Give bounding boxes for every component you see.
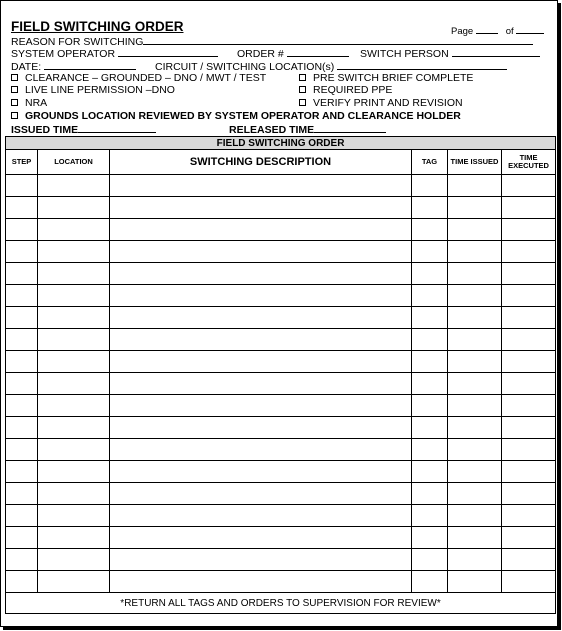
date-row	[11, 59, 136, 73]
location-cell[interactable]	[38, 527, 110, 549]
description-cell[interactable]	[110, 197, 412, 219]
tag-cell[interactable]	[412, 571, 448, 593]
time-executed-cell[interactable]	[502, 395, 556, 417]
col-time-executed: TIME EXECUTED	[502, 150, 556, 175]
check-label: LIVE LINE PERMISSION –DNO	[25, 84, 175, 96]
tag-cell[interactable]	[412, 329, 448, 351]
table-row	[6, 241, 556, 263]
description-cell[interactable]	[110, 395, 412, 417]
location-cell[interactable]	[38, 549, 110, 571]
time-issued-cell[interactable]	[448, 395, 502, 417]
location-cell[interactable]	[38, 351, 110, 373]
time-issued-cell[interactable]	[448, 417, 502, 439]
tag-cell[interactable]	[412, 219, 448, 241]
step-cell[interactable]	[6, 285, 38, 307]
check-label: CLEARANCE – GROUNDED – DNO / MWT / TEST	[25, 72, 267, 84]
tag-cell[interactable]	[412, 197, 448, 219]
description-cell[interactable]	[110, 417, 412, 439]
system-operator-label: SYSTEM OPERATOR	[11, 48, 116, 60]
col-step: STEP	[6, 150, 38, 175]
check-clearance[interactable]	[11, 72, 266, 84]
description-cell[interactable]	[110, 505, 412, 527]
step-cell[interactable]	[6, 461, 38, 483]
circuit-row	[155, 59, 507, 73]
table-row	[6, 505, 556, 527]
time-executed-cell[interactable]	[502, 505, 556, 527]
location-cell[interactable]	[38, 417, 110, 439]
check-live-line[interactable]	[11, 84, 175, 96]
step-cell[interactable]	[6, 263, 38, 285]
time-executed-cell[interactable]	[502, 571, 556, 593]
released-time-row	[229, 122, 386, 136]
time-issued-cell[interactable]	[448, 483, 502, 505]
table-row	[6, 417, 556, 439]
location-cell[interactable]	[38, 307, 110, 329]
step-cell[interactable]	[6, 549, 38, 571]
tag-cell[interactable]	[412, 175, 448, 197]
issued-time-row	[11, 122, 156, 136]
step-cell[interactable]	[6, 505, 38, 527]
table-row	[6, 351, 556, 373]
table-row	[6, 307, 556, 329]
reason-field[interactable]	[143, 34, 533, 45]
table-row	[6, 219, 556, 241]
tag-cell[interactable]	[412, 241, 448, 263]
check-label: PRE SWITCH BRIEF COMPLETE	[313, 72, 474, 84]
table-footer-note: *RETURN ALL TAGS AND ORDERS TO SUPERVISION FOR REVIEW*	[6, 593, 556, 614]
description-cell[interactable]	[110, 461, 412, 483]
location-cell[interactable]	[38, 197, 110, 219]
location-cell[interactable]	[38, 571, 110, 593]
step-cell[interactable]	[6, 307, 38, 329]
time-issued-cell[interactable]	[448, 307, 502, 329]
step-cell[interactable]	[6, 417, 38, 439]
time-executed-cell[interactable]	[502, 373, 556, 395]
time-executed-cell[interactable]	[502, 329, 556, 351]
table-row	[6, 549, 556, 571]
time-issued-cell[interactable]	[448, 527, 502, 549]
tag-cell[interactable]	[412, 505, 448, 527]
location-cell[interactable]	[38, 373, 110, 395]
time-issued-cell[interactable]	[448, 351, 502, 373]
time-executed-cell[interactable]	[502, 461, 556, 483]
tag-cell[interactable]	[412, 417, 448, 439]
time-executed-cell[interactable]	[502, 417, 556, 439]
table-row	[6, 571, 556, 593]
switch-person-field[interactable]	[452, 46, 540, 57]
tag-cell[interactable]	[412, 307, 448, 329]
form-title: FIELD SWITCHING ORDER	[11, 19, 184, 34]
description-cell[interactable]	[110, 351, 412, 373]
step-cell[interactable]	[6, 483, 38, 505]
step-cell[interactable]	[6, 241, 38, 263]
order-field[interactable]	[287, 46, 349, 57]
table-row	[6, 263, 556, 285]
time-issued-cell[interactable]	[448, 219, 502, 241]
location-cell[interactable]	[38, 505, 110, 527]
time-issued-cell[interactable]	[448, 175, 502, 197]
table-row	[6, 461, 556, 483]
checkbox-icon[interactable]	[299, 99, 306, 106]
switching-table	[5, 136, 556, 614]
date-field[interactable]	[44, 59, 136, 70]
time-executed-cell[interactable]	[502, 307, 556, 329]
check-pre-switch-brief[interactable]	[299, 72, 473, 84]
table-row	[6, 395, 556, 417]
issued-time-field[interactable]	[78, 122, 156, 133]
location-cell[interactable]	[38, 263, 110, 285]
location-cell[interactable]	[38, 439, 110, 461]
step-cell[interactable]	[6, 439, 38, 461]
page-label: Page	[451, 26, 474, 37]
released-time-field[interactable]	[314, 122, 386, 133]
time-issued-cell[interactable]	[448, 549, 502, 571]
description-cell[interactable]	[110, 175, 412, 197]
location-cell[interactable]	[38, 483, 110, 505]
description-cell[interactable]	[110, 527, 412, 549]
switch-person-row	[360, 46, 540, 60]
check-label: NRA	[25, 97, 48, 109]
order-label: ORDER #	[237, 48, 284, 60]
time-executed-cell[interactable]	[502, 549, 556, 571]
step-cell[interactable]	[6, 329, 38, 351]
table-row	[6, 439, 556, 461]
circuit-label: CIRCUIT / SWITCHING LOCATION(s)	[155, 61, 335, 73]
step-cell[interactable]	[6, 219, 38, 241]
time-issued-cell[interactable]	[448, 571, 502, 593]
check-label: VERIFY PRINT AND REVISION	[313, 97, 463, 109]
of-label: of	[505, 26, 514, 37]
time-executed-cell[interactable]	[502, 197, 556, 219]
checkbox-icon[interactable]	[11, 86, 18, 93]
step-cell[interactable]	[6, 197, 38, 219]
tag-cell[interactable]	[412, 395, 448, 417]
time-issued-cell[interactable]	[448, 241, 502, 263]
time-issued-cell[interactable]	[448, 329, 502, 351]
col-time-issued: TIME ISSUED	[448, 150, 502, 175]
circuit-field[interactable]	[337, 59, 507, 70]
location-cell[interactable]	[38, 395, 110, 417]
step-cell[interactable]	[6, 175, 38, 197]
time-executed-cell[interactable]	[502, 241, 556, 263]
description-cell[interactable]	[110, 373, 412, 395]
system-operator-field[interactable]	[118, 46, 218, 57]
released-time-label: RELEASED TIME	[229, 124, 315, 136]
checkbox-icon[interactable]	[299, 74, 306, 81]
step-cell[interactable]	[6, 351, 38, 373]
table-row	[6, 527, 556, 549]
description-cell[interactable]	[110, 439, 412, 461]
description-cell[interactable]	[110, 285, 412, 307]
checkbox-icon[interactable]	[11, 99, 18, 106]
col-switching-description: SWITCHING DESCRIPTION	[110, 150, 412, 175]
checkbox-icon[interactable]	[11, 74, 18, 81]
tag-cell[interactable]	[412, 527, 448, 549]
check-label: GROUNDS LOCATION REVIEWED BY SYSTEM OPERATOR AND CLEARANCE HOLDER	[25, 110, 461, 122]
description-cell[interactable]	[110, 483, 412, 505]
tag-cell[interactable]	[412, 549, 448, 571]
check-required-ppe[interactable]	[299, 84, 392, 96]
table-row	[6, 175, 556, 197]
description-cell[interactable]	[110, 571, 412, 593]
location-cell[interactable]	[38, 241, 110, 263]
step-cell[interactable]	[6, 373, 38, 395]
col-tag: TAG	[412, 150, 448, 175]
step-cell[interactable]	[6, 571, 38, 593]
page-total-field[interactable]	[516, 23, 544, 34]
location-cell[interactable]	[38, 329, 110, 351]
reason-label: REASON FOR SWITCHING	[11, 36, 144, 48]
table-body	[6, 175, 556, 593]
order-row	[237, 46, 349, 60]
time-issued-cell[interactable]	[448, 439, 502, 461]
step-cell[interactable]	[6, 395, 38, 417]
description-cell[interactable]	[110, 549, 412, 571]
col-location: LOCATION	[38, 150, 110, 175]
time-executed-cell[interactable]	[502, 439, 556, 461]
check-verify-print[interactable]	[299, 97, 463, 109]
date-label: DATE:	[11, 61, 42, 73]
table-row	[6, 197, 556, 219]
switch-person-label: SWITCH PERSON	[360, 48, 449, 60]
tag-cell[interactable]	[412, 461, 448, 483]
issued-time-label: ISSUED TIME	[11, 124, 79, 136]
time-executed-cell[interactable]	[502, 219, 556, 241]
time-issued-cell[interactable]	[448, 373, 502, 395]
location-cell[interactable]	[38, 219, 110, 241]
description-cell[interactable]	[110, 329, 412, 351]
time-executed-cell[interactable]	[502, 263, 556, 285]
time-executed-cell[interactable]	[502, 175, 556, 197]
table-row	[6, 329, 556, 351]
location-cell[interactable]	[38, 175, 110, 197]
check-nra[interactable]	[11, 97, 47, 109]
location-cell[interactable]	[38, 285, 110, 307]
description-cell[interactable]	[110, 263, 412, 285]
tag-cell[interactable]	[412, 351, 448, 373]
time-issued-cell[interactable]	[448, 197, 502, 219]
step-cell[interactable]	[6, 527, 38, 549]
operator-row	[11, 46, 218, 60]
time-issued-cell[interactable]	[448, 263, 502, 285]
tag-cell[interactable]	[412, 285, 448, 307]
check-label: REQUIRED PPE	[313, 84, 393, 96]
time-executed-cell[interactable]	[502, 351, 556, 373]
page-field[interactable]	[476, 23, 498, 34]
time-executed-cell[interactable]	[502, 285, 556, 307]
time-executed-cell[interactable]	[502, 483, 556, 505]
checkbox-icon[interactable]	[299, 86, 306, 93]
check-grounds-location[interactable]	[11, 110, 461, 122]
table-row	[6, 373, 556, 395]
checkbox-icon[interactable]	[11, 112, 18, 119]
table-title-bar: FIELD SWITCHING ORDER	[6, 137, 556, 150]
table-row	[6, 285, 556, 307]
tag-cell[interactable]	[412, 373, 448, 395]
tag-cell[interactable]	[412, 263, 448, 285]
time-executed-cell[interactable]	[502, 527, 556, 549]
location-cell[interactable]	[38, 461, 110, 483]
time-issued-cell[interactable]	[448, 285, 502, 307]
tag-cell[interactable]	[412, 439, 448, 461]
table-row	[6, 483, 556, 505]
time-issued-cell[interactable]	[448, 461, 502, 483]
description-cell[interactable]	[110, 241, 412, 263]
description-cell[interactable]	[110, 307, 412, 329]
table-header-row	[6, 150, 556, 175]
time-issued-cell[interactable]	[448, 505, 502, 527]
tag-cell[interactable]	[412, 483, 448, 505]
description-cell[interactable]	[110, 219, 412, 241]
